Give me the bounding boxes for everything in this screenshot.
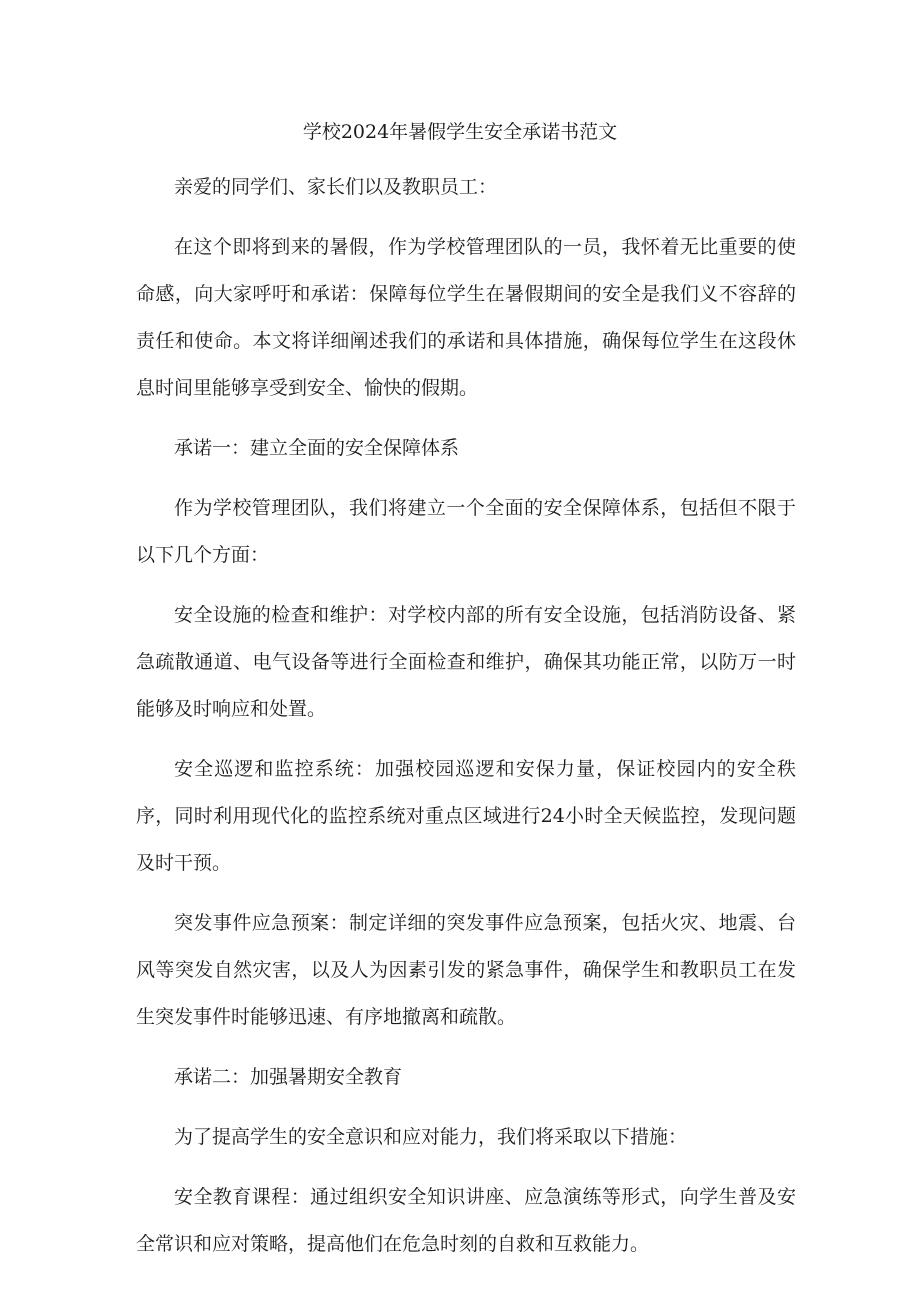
section-heading-commitment-two: 承诺二：加强暑期安全教育 (174, 1066, 403, 1088)
commitment-one-intro-paragraph: 作为学校管理团队，我们将建立一个全面的安全保障体系，包括但不限于以下几个方面： (136, 497, 796, 566)
commitment-two-intro-paragraph: 为了提高学生的安全意识和应对能力，我们将采取以下措施： (174, 1126, 688, 1148)
document-body (136, 164, 796, 1268)
emergency-plan-paragraph: 突发事件应急预案：制定详细的突发事件应急预案，包括火灾、地震、台风等突发自然灾害，以及人为因素引发的紧急事件，确保学生和教职员工在发生突发事件时能够迅速、有序地撤离和疏散。 (136, 912, 796, 1028)
document-title: 学校2024年暑假学生安全承诺书范文 (302, 121, 618, 143)
patrol-monitoring-paragraph: 安全巡逻和监控系统：加强校园巡逻和安保力量，保证校园内的安全秩序，同时利用现代化的监控系统对重点区域进行24小时全天候监控，发现问题及时干预。 (136, 758, 796, 874)
safety-education-paragraph: 安全教育课程：通过组织安全知识讲座、应急演练等形式，向学生普及安全常识和应对策略，提高他们在危急时刻的自救和互救能力。 (136, 1186, 796, 1255)
section-heading-commitment-one: 承诺一：建立全面的安全保障体系 (174, 437, 460, 459)
greeting-paragraph: 亲爱的同学们、家长们以及教职员工： (174, 176, 498, 198)
safety-facilities-paragraph: 安全设施的检查和维护：对学校内部的所有安全设施，包括消防设备、紧急疏散通道、电气设备等进行全面检查和维护，确保其功能正常，以防万一时能够及时响应和处置。 (136, 604, 796, 720)
intro-paragraph: 在这个即将到来的暑假，作为学校管理团队的一员，我怀着无比重要的使命感，向大家呼吁和承诺：保障每位学生在暑假期间的安全是我们义不容辞的责任和使命。本文将详细阐述我们的承诺和具体措施，确保每位学生在这段休息时间里能够享受到安全、愉快的假期。 (136, 236, 796, 399)
